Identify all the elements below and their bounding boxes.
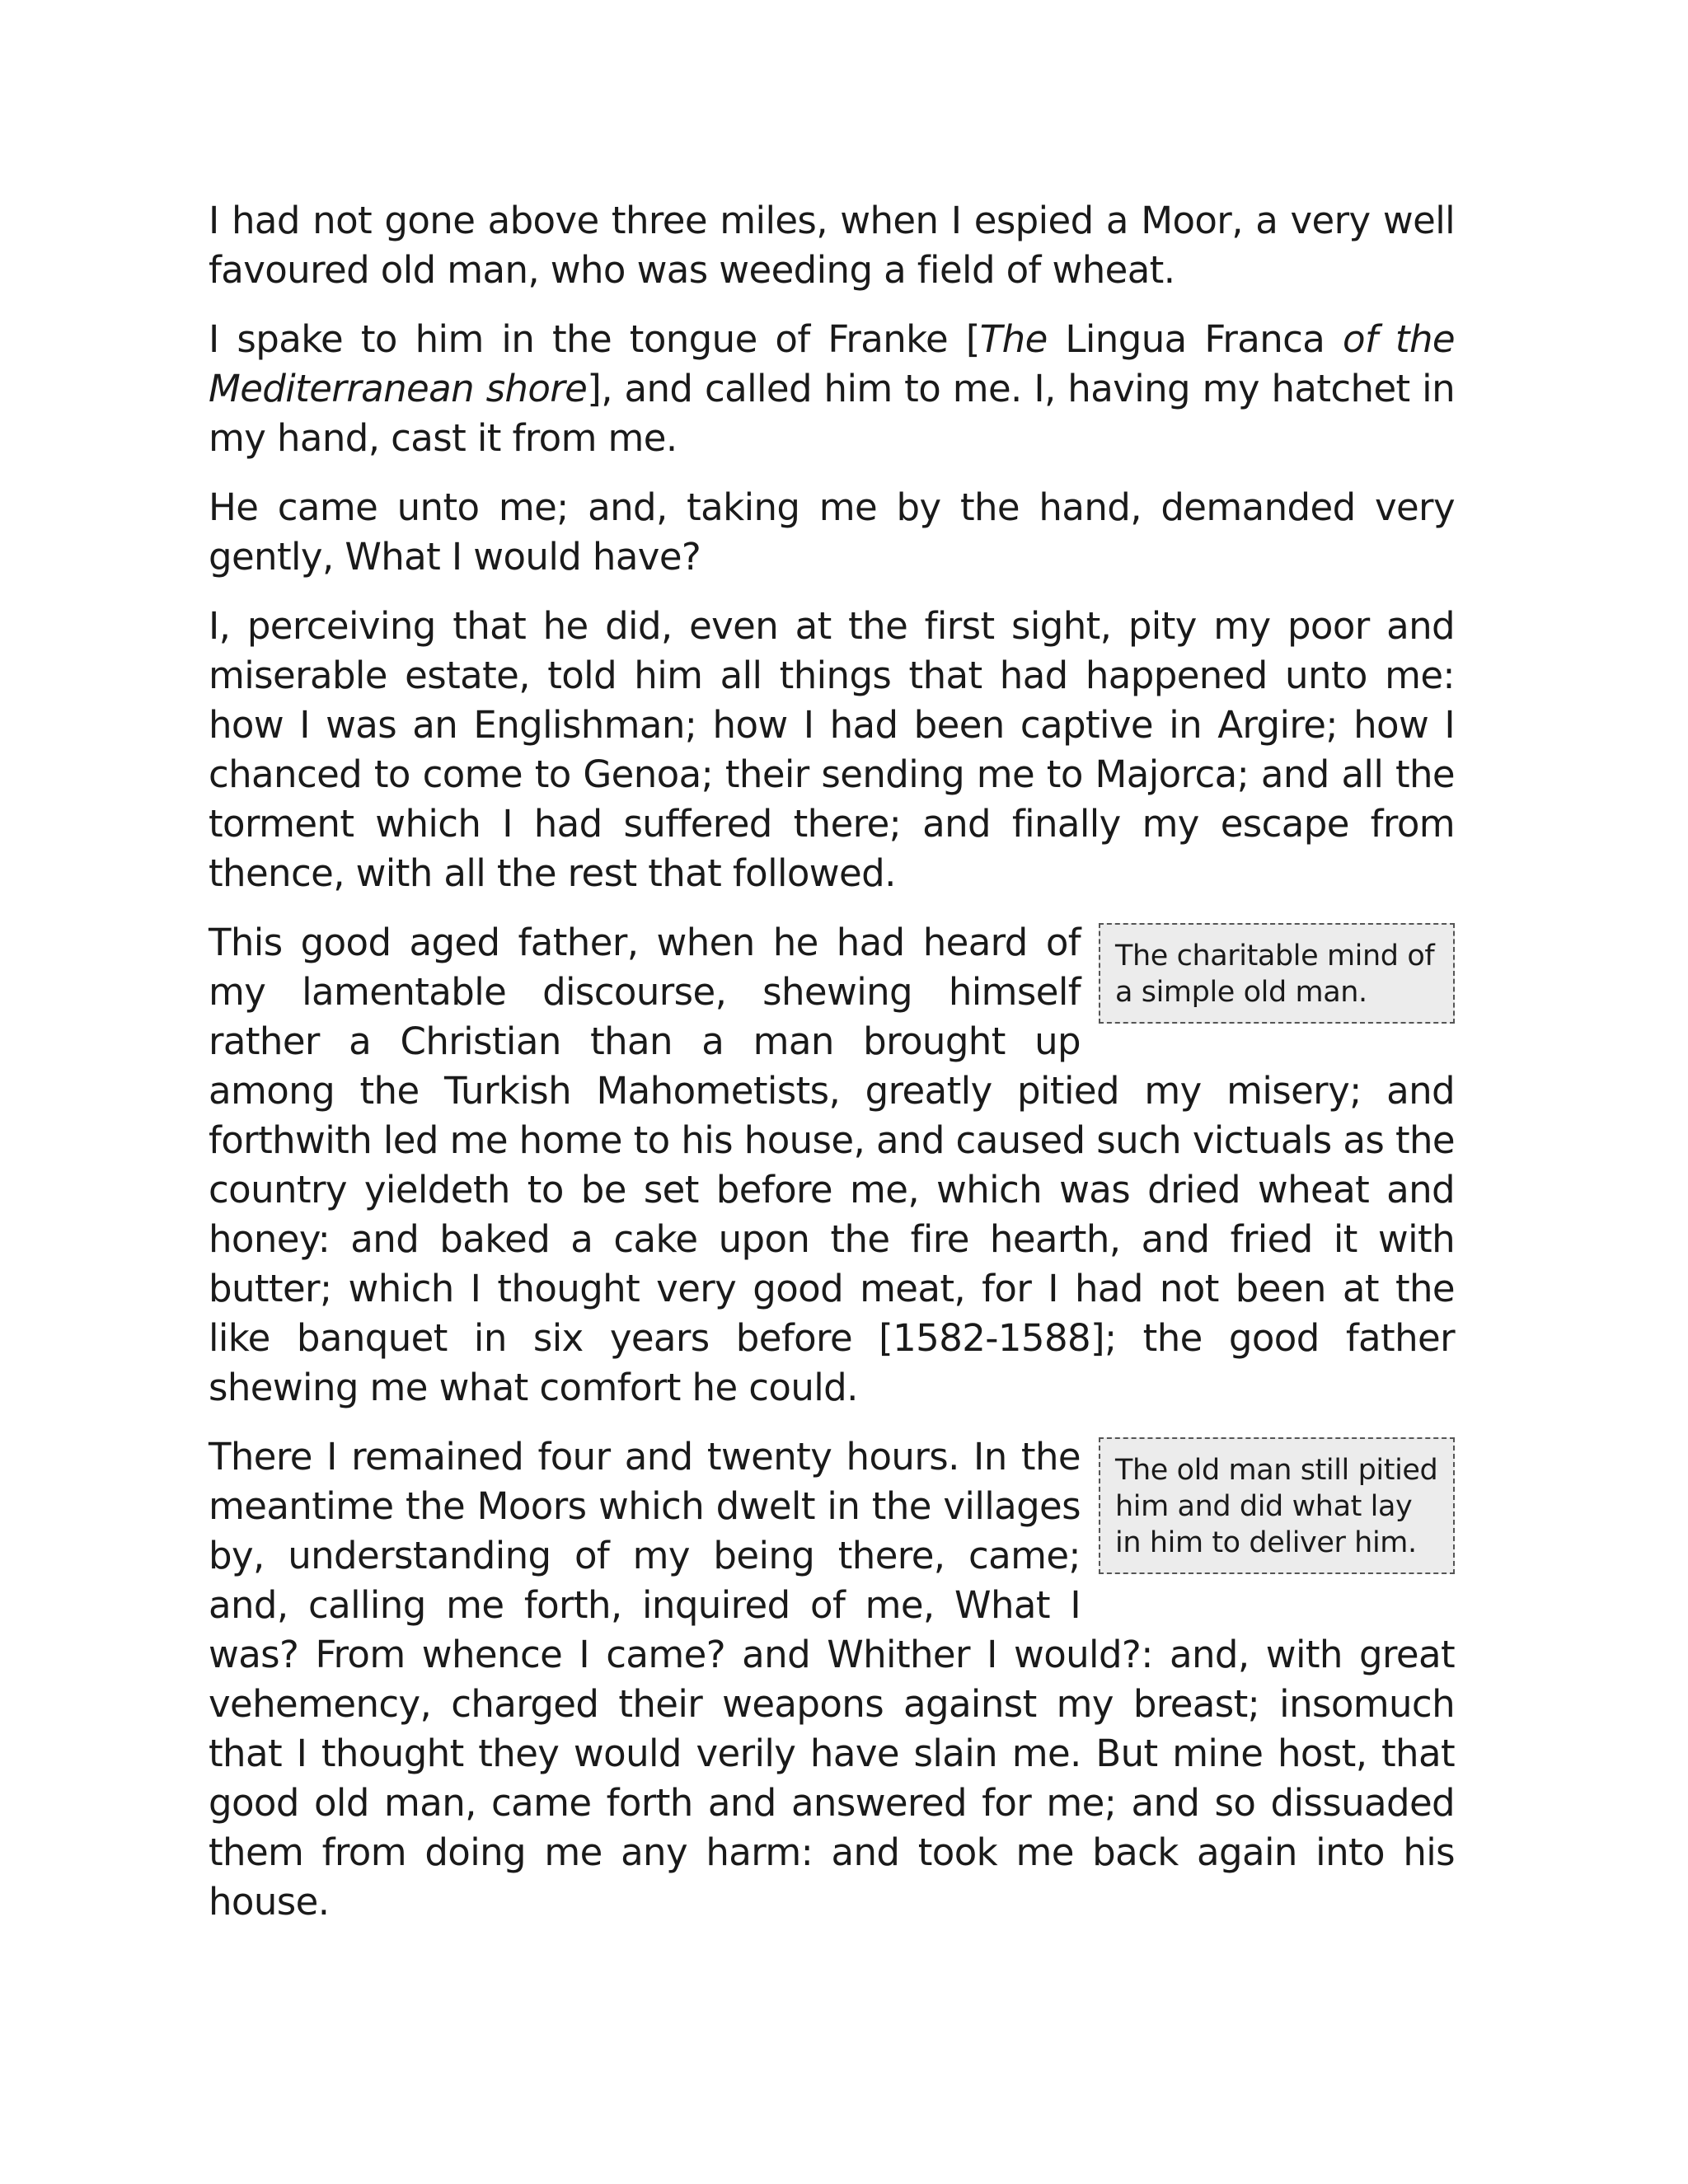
paragraph-2 bbox=[209, 315, 1455, 463]
paragraph-2-text-a: I spake to him in the tongue of Franke [ bbox=[209, 317, 980, 361]
paragraph-2-italic-the: The bbox=[979, 317, 1048, 361]
paragraph-1: I had not gone above three miles, when I espied a Moor, a very well favoured old man, who was weeding a field of wheat. bbox=[209, 199, 1455, 292]
sidenote-2: The old man still pitied him and did what lay in him to deliver him. bbox=[1099, 1437, 1455, 1574]
document-page bbox=[209, 196, 1455, 1947]
paragraph-2-italic-shore: of the Mediterranean shore bbox=[209, 317, 1455, 410]
paragraph-4: I, perceiving that he did, even at the first sight, pity my poor and miserable estate, told him all things that had happened unto me: how I was an Englishman; how I had been captive in Argire; how I chanced to come to Genoa; their sending me to Majorca; and all the torment which I had suffered there; and finally my escape from thence, with all the rest that followed. bbox=[209, 604, 1455, 895]
paragraph-2-text-c: Lingua Franca bbox=[1047, 317, 1343, 361]
paragraph-5: This good aged father, when he had heard of my lamentable discourse, shewing himself rather a Christian than a man brought up among the Turkish Mahometists, greatly pitied my misery; and forthwith led me home to his house, and caused such victuals as the country yieldeth to be set before me, which was dried wheat and honey: and baked a cake upon the fire hearth, and fried it with butter; which I thought very good meat, for I had not been at the like banquet in six years before [1582-1588]; the good father shewing me what comfort he could. bbox=[209, 921, 1455, 1409]
paragraph-2-text-e: ], and called him to me. I, having my hatchet in my hand, cast it from me. bbox=[209, 367, 1455, 460]
paragraph-3: He came unto me; and, taking me by the hand, demanded very gently, What I would have? bbox=[209, 485, 1455, 579]
sidenote-1: The charitable mind of a simple old man. bbox=[1099, 923, 1455, 1024]
paragraph-6: There I remained four and twenty hours. In the meantime the Moors which dwelt in the villages by, understanding of my being there, came; and, calling me forth, inquired of me, What I was? From whence I came? and Whither I would?: and, with great vehemency, charged their weapons against my breast; insomuch that I thought they would verily have slain me. But mine host, that good old man, came forth and answered for me; and so dissuaded them from doing me any harm: and took me back again into his house. bbox=[209, 1435, 1455, 1924]
